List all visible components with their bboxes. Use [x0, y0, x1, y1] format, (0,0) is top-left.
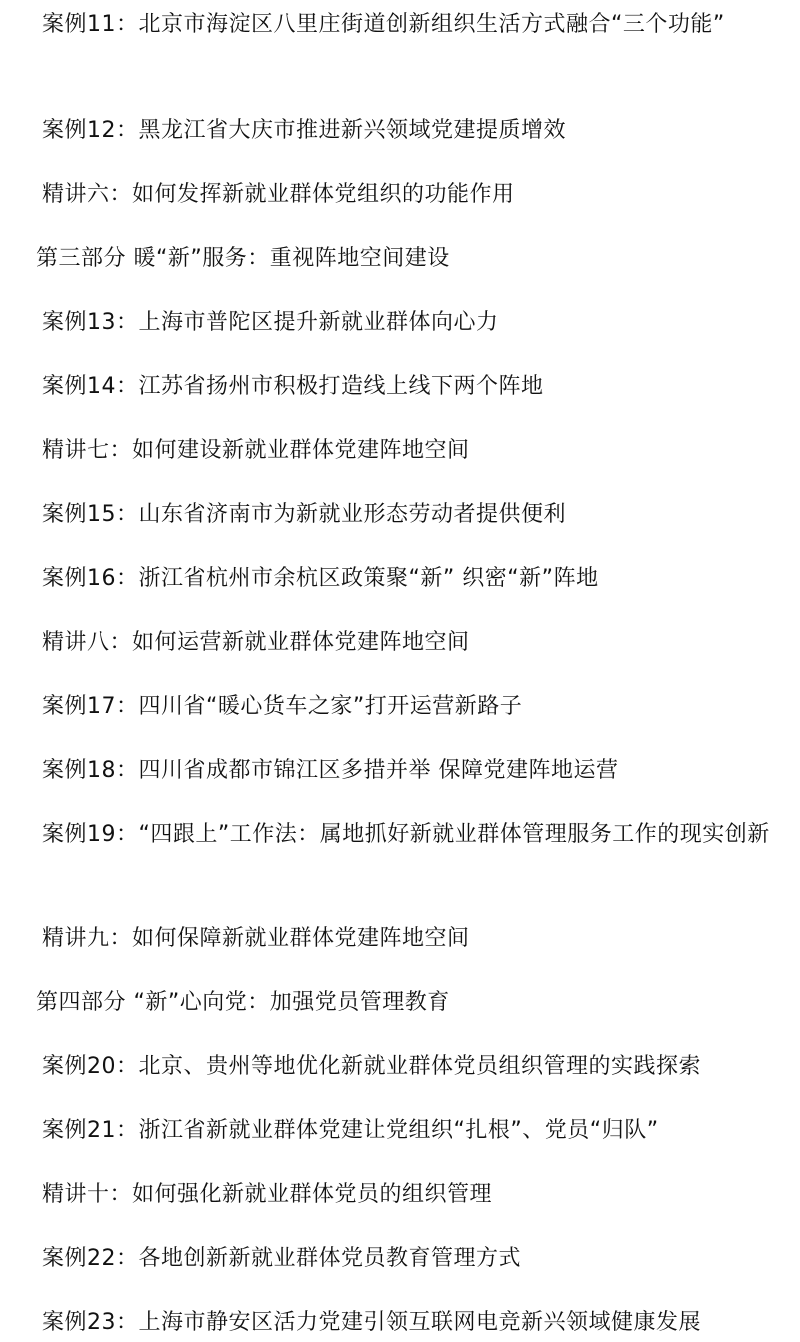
toc-entry-lecture-8: 精讲八：如何运营新就业群体党建阵地空间 [42, 630, 470, 655]
toc-part-4-heading: 第四部分 “新”心向党：加强党员管理教育 [36, 990, 450, 1015]
toc-entry-lecture-9: 精讲九：如何保障新就业群体党建阵地空间 [42, 926, 470, 951]
toc-part-3-heading: 第三部分 暖“新”服务：重视阵地空间建设 [36, 246, 450, 271]
toc-entry-case-14: 案例14：江苏省扬州市积极打造线上线下两个阵地 [42, 374, 544, 399]
toc-entry-case-18: 案例18：四川省成都市锦江区多措并举 保障党建阵地运营 [42, 758, 619, 783]
toc-entry-case-12: 案例12：黑龙江省大庆市推进新兴领域党建提质增效 [42, 118, 566, 143]
toc-entry-case-16: 案例16：浙江省杭州市余杭区政策聚“新” 织密“新”阵地 [42, 566, 599, 591]
toc-entry-case-23: 案例23：上海市静安区活力党建引领互联网电竞新兴领域健康发展 [42, 1310, 701, 1335]
toc-entry-case-17: 案例17：四川省“暖心货车之家”打开运营新路子 [42, 694, 523, 719]
toc-entry-lecture-10: 精讲十：如何强化新就业群体党员的组织管理 [42, 1182, 493, 1207]
toc-entry-case-20: 案例20：北京、贵州等地优化新就业群体党员组织管理的实践探索 [42, 1054, 701, 1079]
toc-entry-lecture-7: 精讲七：如何建设新就业群体党建阵地空间 [42, 438, 470, 463]
toc-entry-case-13: 案例13：上海市普陀区提升新就业群体向心力 [42, 310, 499, 335]
toc-entry-case-15: 案例15：山东省济南市为新就业形态劳动者提供便利 [42, 502, 566, 527]
toc-entry-case-21: 案例21：浙江省新就业群体党建让党组织“扎根”、党员“归队” [42, 1118, 659, 1143]
toc-entry-case-11: 案例11：北京市海淀区八里庄街道创新组织生活方式融合“三个功能” [42, 12, 725, 37]
toc-entry-case-19: 案例19：“四跟上”工作法：属地抓好新就业群体管理服务工作的现实创新 [42, 822, 770, 847]
toc-entry-case-22: 案例22：各地创新新就业群体党员教育管理方式 [42, 1246, 521, 1271]
toc-entry-lecture-6: 精讲六：如何发挥新就业群体党组织的功能作用 [42, 182, 515, 207]
